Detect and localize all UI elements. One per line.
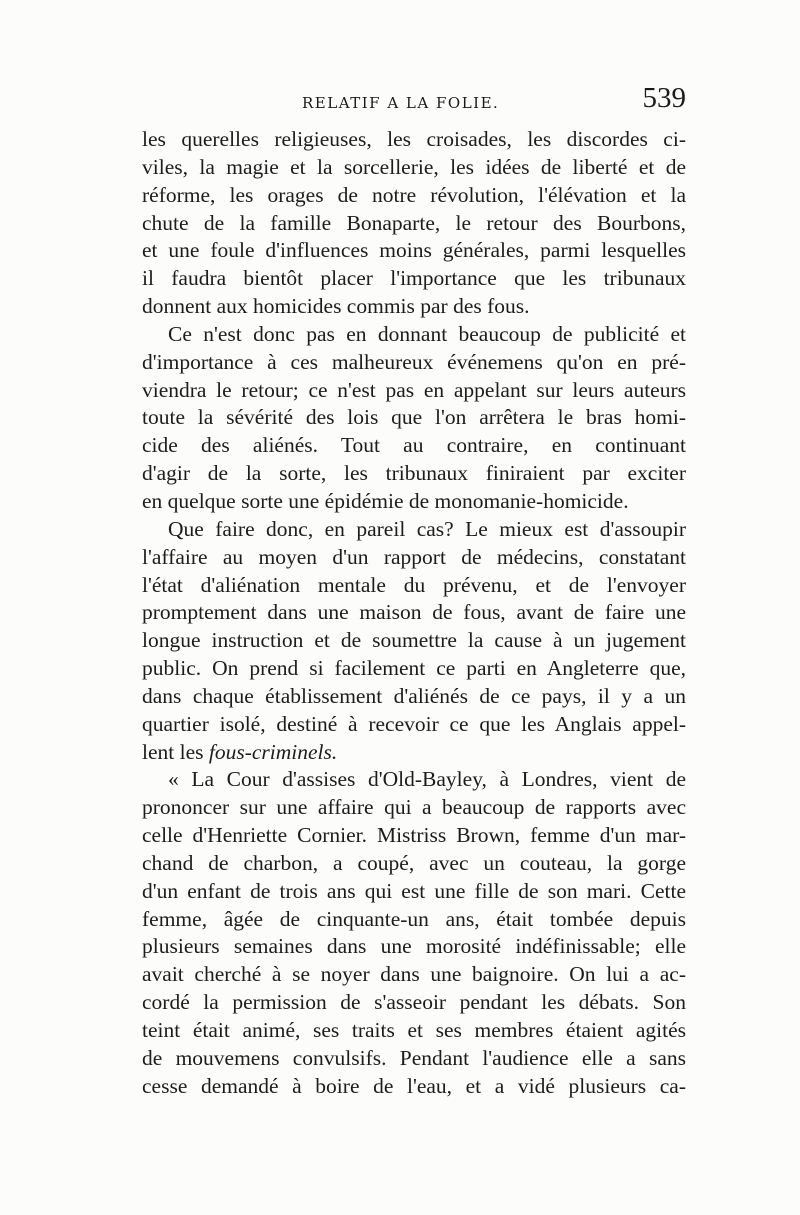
text-line: donnent aux homicides commis par des fous. (142, 294, 530, 319)
text-line: public. On prend si facilement ce parti en Angleterre que, (142, 656, 686, 681)
text-line: l'affaire au moyen d'un rapport de médecins, constatant (142, 544, 686, 569)
text-line: avait cherché à se noyer dans une baignoire. On lui a ac- (142, 962, 686, 987)
text-line: cordé la permission de s'asseoir pendant les débats. Son (142, 990, 686, 1015)
text-line: d'agir de la sorte, les tribunaux finiraient par exciter (142, 461, 686, 486)
text-fragment: lent les (142, 739, 209, 764)
paragraph (142, 126, 686, 321)
text-line: en quelque sorte une épidémie de monomanie-homicide. (142, 488, 629, 513)
paragraph (142, 321, 686, 516)
text-line (142, 739, 686, 767)
text-line: plusieurs semaines dans une morosité indéfinissable; elle (142, 934, 686, 959)
running-title: RELATIF A LA FOLIE. (302, 94, 500, 112)
paragraph (142, 516, 686, 767)
text-line: toute la sévérité des lois que l'on arrêtera le bras homi- (142, 405, 686, 430)
text-line: dans chaque établissement d'aliénés de ce pays, il y a un (142, 683, 686, 708)
text-line: d'un enfant de trois ans qui est une fille de son mari. Cette (142, 878, 686, 903)
paragraph (142, 766, 686, 1100)
text-line: Que faire donc, en pareil cas? Le mieux est d'assoupir (168, 516, 686, 541)
body-text (142, 126, 686, 1101)
text-line: teint était animé, ses traits et ses membres étaient agités (142, 1018, 686, 1042)
text-line: Ce n'est donc pas en donnant beaucoup de publicité et (168, 321, 686, 346)
page-number: 539 (642, 82, 686, 114)
text-line: « La Cour d'assises d'Old-Bayley, à Londres, vient de (168, 767, 686, 792)
italic-term: fous-criminels. (208, 739, 338, 764)
text-line: promptement dans une maison de fous, avant de faire une (142, 600, 686, 625)
text-line: chand de charbon, a coupé, avec un couteau, la gorge (142, 850, 686, 875)
text-line: cesse demandé à boire de l'eau, et a vidé plusieurs ca- (142, 1073, 686, 1098)
text-line: l'état d'aliénation mentale du prévenu, et de l'envoyer (142, 572, 686, 597)
text-line: quartier isolé, destiné à recevoir ce que les Anglais appel- (142, 711, 686, 736)
text-line: chute de la famille Bonaparte, le retour des Bourbons, (142, 210, 686, 235)
text-line: réforme, les orages de notre révolution, l'élévation et la (142, 182, 686, 207)
text-line: les querelles religieuses, les croisades, les discordes ci- (142, 127, 686, 151)
text-line: celle d'Henriette Cornier. Mistriss Brown, femme d'un mar- (142, 823, 686, 848)
text-line: longue instruction et de soumettre la cause à un jugement (142, 628, 686, 653)
text-line: de mouvemens convulsifs. Pendant l'audience elle a sans (142, 1045, 686, 1070)
text-line: femme, âgée de cinquante-un ans, était tombée depuis (142, 906, 686, 931)
text-line: viles, la magie et la sorcellerie, les idées de liberté et de (142, 154, 686, 179)
text-line: viendra le retour; ce n'est pas en appelant sur leurs auteurs (142, 377, 686, 402)
text-line: il faudra bientôt placer l'importance que les tribunaux (142, 266, 686, 291)
text-line: d'importance à ces malheureux événemens qu'on en pré- (142, 349, 686, 374)
page-header (142, 82, 686, 118)
text-line: et une foule d'influences moins générales, parmi lesquelles (142, 238, 686, 263)
text-line: prononcer sur une affaire qui a beaucoup de rapports avec (142, 795, 686, 820)
text-line: cide des aliénés. Tout au contraire, en continuant (142, 433, 686, 458)
